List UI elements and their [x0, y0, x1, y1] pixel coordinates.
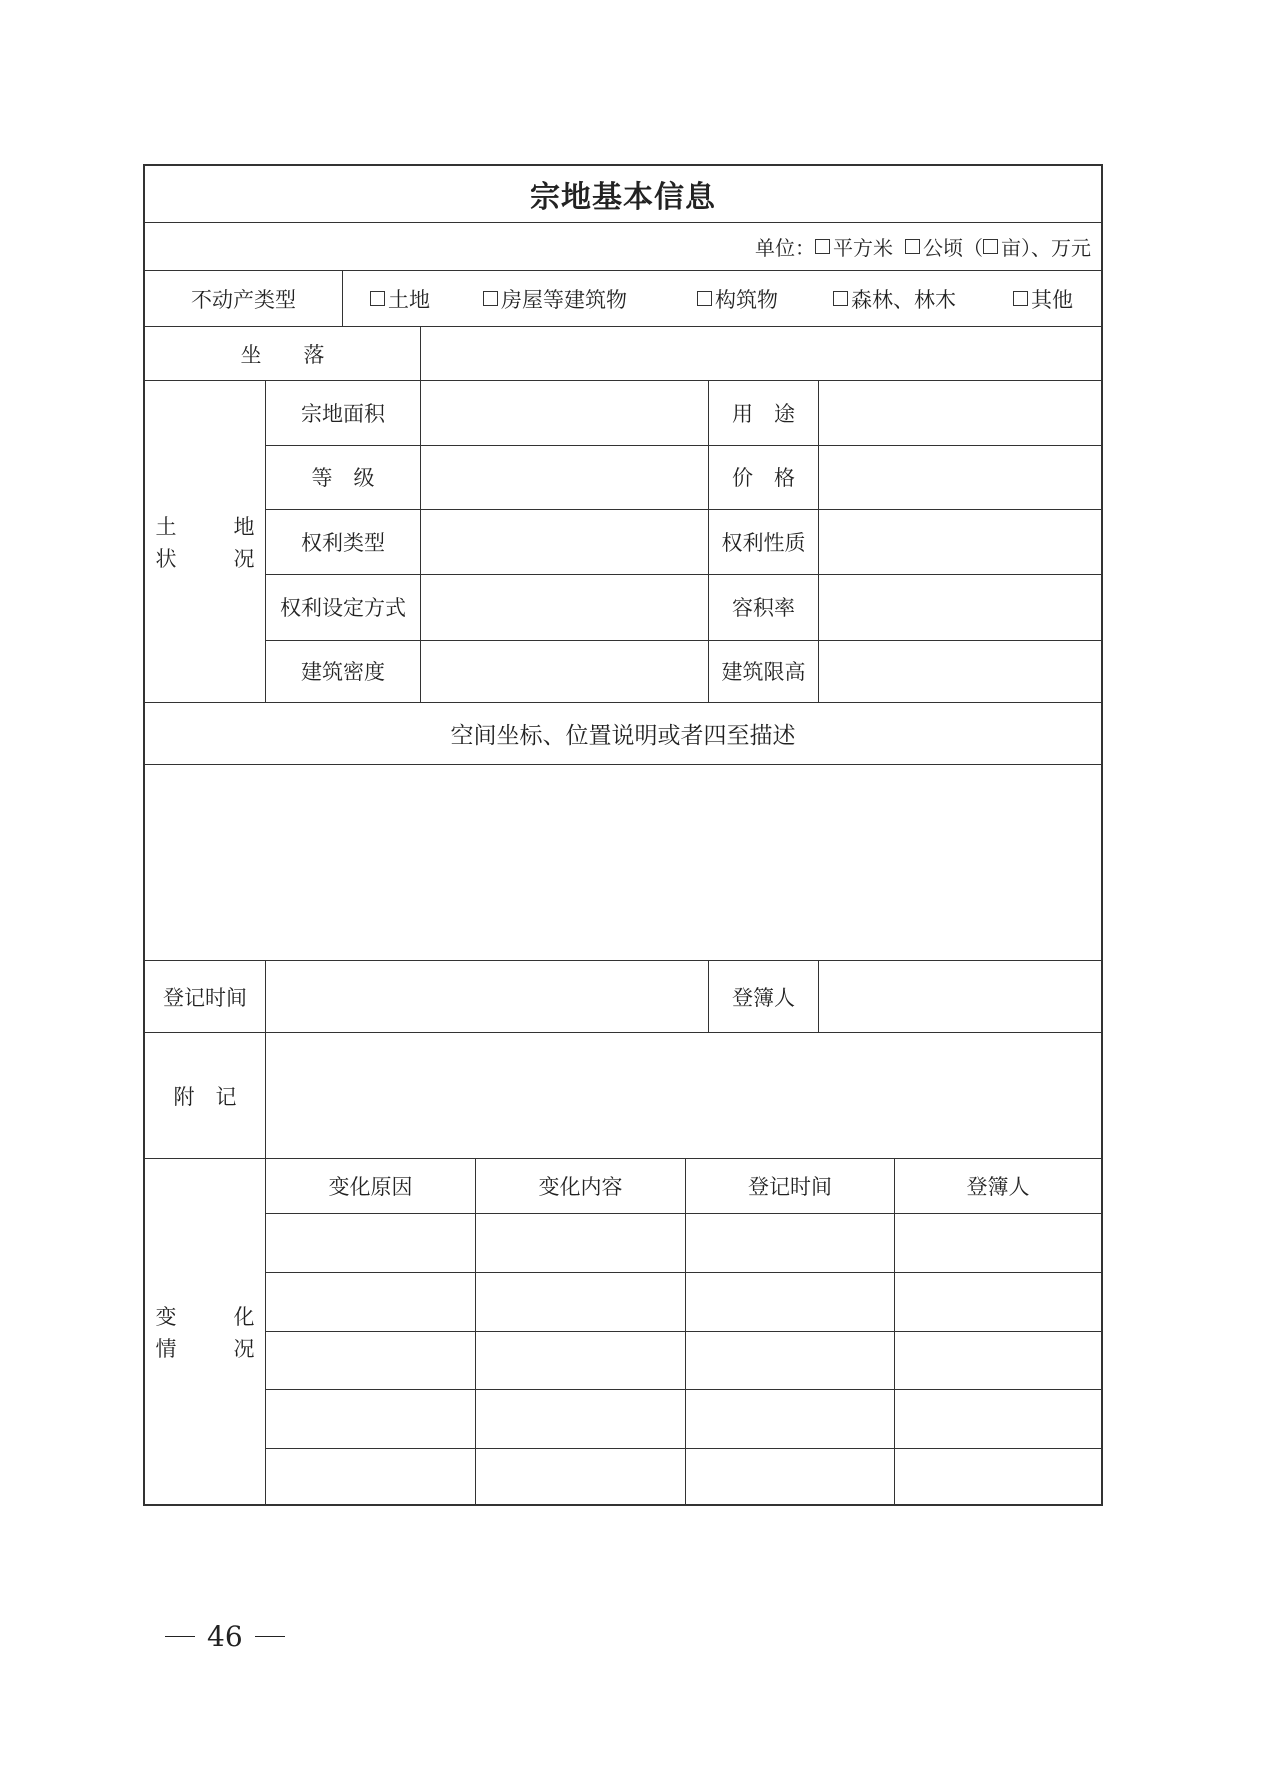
land-parcel-form	[143, 164, 1103, 1506]
checkbox-other[interactable]	[1013, 291, 1028, 306]
checkbox-forest[interactable]	[833, 291, 848, 306]
location-value[interactable]	[421, 327, 1101, 380]
property-type-row	[145, 271, 1101, 327]
building-density-label: 建筑密度	[301, 660, 385, 684]
page-number	[165, 1620, 285, 1653]
parcel-area-label: 宗地面积	[301, 402, 385, 426]
unit-prefix: 单位：	[755, 236, 815, 260]
checkbox-mu[interactable]	[983, 239, 998, 254]
unit-line	[755, 223, 1091, 270]
option-other[interactable]: 其他	[1013, 271, 1073, 326]
right-type-label: 权利类型	[301, 530, 385, 555]
property-type-label: 不动产类型	[191, 287, 296, 312]
right-setting-method-label: 权利设定方式	[280, 596, 406, 620]
changes-header-register-time: 登记时间	[748, 1175, 832, 1199]
changes-block	[145, 1159, 1101, 1504]
usage-label: 用 途	[732, 402, 795, 426]
option-forest[interactable]: 森林、林木	[833, 271, 956, 326]
grade-label: 等 级	[311, 466, 375, 490]
checkbox-hectare[interactable]	[905, 239, 920, 254]
spatial-header-row	[145, 703, 1101, 765]
note-label: 附 记	[173, 1084, 237, 1109]
option-land[interactable]: 土地	[370, 271, 430, 326]
land-status-block	[145, 381, 1101, 703]
price-label: 价 格	[732, 466, 795, 490]
note-row	[145, 1033, 1101, 1159]
unit-option-mu: 亩）、万元	[1001, 236, 1091, 260]
form-title: 宗地基本信息	[530, 180, 716, 215]
location-label: 坐 落	[240, 342, 325, 367]
changes-header-content: 变化内容	[538, 1175, 623, 1199]
register-time-label: 登记时间	[163, 985, 247, 1010]
height-limit-label: 建筑限高	[721, 660, 806, 684]
register-time-value[interactable]	[266, 961, 708, 1032]
changes-group-label: 变 化 情 况	[155, 1304, 273, 1361]
unit-row	[145, 223, 1101, 271]
dash-right	[255, 1636, 285, 1637]
option-structure[interactable]: 构筑物	[697, 271, 778, 326]
dash-left	[165, 1636, 195, 1637]
changes-header-register-person: 登簿人	[966, 1175, 1030, 1199]
page-number-text: 46	[207, 1620, 243, 1653]
spatial-description-area[interactable]	[145, 765, 1101, 961]
register-row	[145, 961, 1101, 1033]
changes-header-reason: 变化原因	[328, 1175, 413, 1199]
land-status-group-label: 土 地 状 况	[155, 514, 273, 571]
checkbox-square-meter[interactable]	[815, 239, 830, 254]
register-person-label: 登簿人	[732, 985, 795, 1010]
unit-option-square-meter: 平方米	[833, 236, 893, 260]
floor-area-ratio-label: 容积率	[732, 596, 795, 620]
unit-option-hectare: 公顷（	[923, 236, 983, 260]
register-person-value[interactable]	[819, 961, 1101, 1032]
title-row	[145, 166, 1101, 223]
checkbox-building[interactable]	[483, 291, 498, 306]
note-value[interactable]	[266, 1033, 1101, 1158]
spatial-header: 空间坐标、位置说明或者四至描述	[450, 723, 796, 749]
checkbox-structure[interactable]	[697, 291, 712, 306]
option-building[interactable]: 房屋等建筑物	[483, 271, 627, 326]
location-row	[145, 327, 1101, 381]
right-nature-label: 权利性质	[721, 530, 806, 555]
checkbox-land[interactable]	[370, 291, 385, 306]
